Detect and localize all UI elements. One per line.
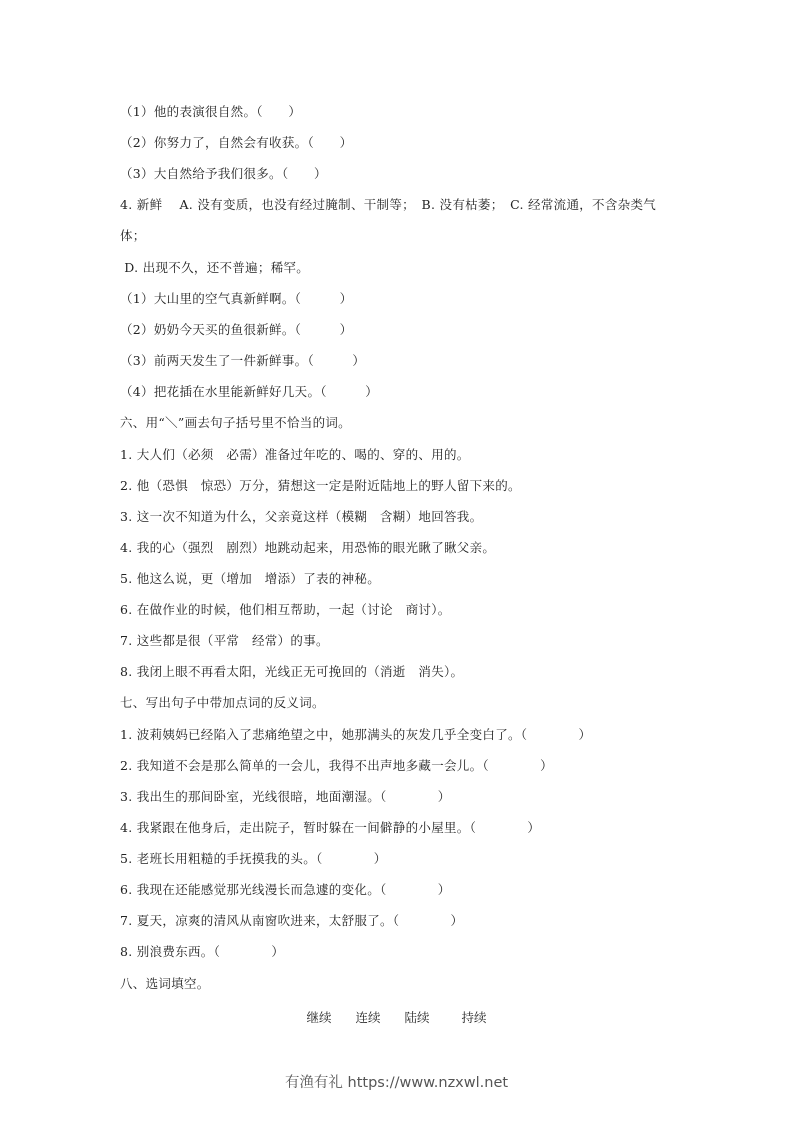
section8-title: 八、选词填空。 bbox=[120, 976, 210, 991]
section6-item-5: 5. 他这么说，更（增加 增添）了表的神秘。 bbox=[120, 571, 381, 586]
footer-watermark: 有渔有礼 https://www.nzxwl.net bbox=[284, 1075, 509, 1091]
word-option: 持续 bbox=[461, 1010, 487, 1025]
section7-item-8: 8. 别浪费东西。（ ） bbox=[120, 944, 285, 959]
section6-item-7: 7. 这些都是很（平常 经常）的事。 bbox=[120, 633, 329, 648]
section7-item-4: 4. 我紧跟在他身后，走出院子，暂时躲在一间僻静的小屋里。（ ） bbox=[120, 820, 541, 835]
section7-title: 七、写出句子中带加点词的反义词。 bbox=[120, 695, 325, 710]
word-option: 陆续 bbox=[404, 1010, 430, 1025]
section6-item-1: 1. 大人们（必须 必需）准备过年吃的、喝的、穿的、用的。 bbox=[120, 447, 470, 462]
section7-item-3: 3. 我出生的那间卧室，光线很暗，地面潮湿。（ ） bbox=[120, 789, 451, 804]
q4-definition-d: D. 出现不久，还不普遍；稀罕。 bbox=[120, 260, 310, 275]
section6-item-6: 6. 在做作业的时候，他们相互帮助，一起（讨论 商讨）。 bbox=[120, 602, 451, 617]
section7-item-2: 2. 我知道不会是那么简单的一会儿，我得不出声地多藏一会儿。（ ） bbox=[120, 758, 553, 773]
section6-item-4: 4. 我的心（强烈 剧烈）地跳动起来，用恐怖的眼光瞅了瞅父亲。 bbox=[120, 540, 496, 555]
section6-title: 六、用“＼”画去句子括号里不恰当的词。 bbox=[120, 415, 351, 430]
section7-item-6: 6. 我现在还能感觉那光线漫长而急遽的变化。（ ） bbox=[120, 882, 451, 897]
section6-item-3: 3. 这一次不知道为什么，父亲竟这样（模糊 含糊）地回答我。 bbox=[120, 509, 483, 524]
section6-item-2: 2. 他（恐惧 惊恐）万分，猜想这一定是附近陆地上的野人留下来的。 bbox=[120, 478, 521, 493]
q4-definition: 4. 新鲜 A. 没有变质，也没有经过腌制、干制等； B. 没有枯萎； C. 经常流通，不含杂类气体； bbox=[120, 197, 657, 243]
word-bank bbox=[0, 1008, 793, 1026]
section7-item-7: 7. 夏天，凉爽的清风从南窗吹进来，太舒服了。（ ） bbox=[120, 913, 464, 928]
word-option: 继续 bbox=[306, 1010, 332, 1025]
q3-item-2: （2）你努力了，自然会有收获。（ ） bbox=[120, 135, 353, 150]
section7-item-1: 1. 波莉姨妈已经陷入了悲痛绝望之中，她那满头的灰发几乎全变白了。（ ） bbox=[120, 727, 592, 742]
q4-item-2: （2）奶奶今天买的鱼很新鲜。（ ） bbox=[120, 322, 353, 337]
q4-item-1: （1）大山里的空气真新鲜啊。（ ） bbox=[120, 291, 353, 306]
q3-item-1: （1）他的表演很自然。（ ） bbox=[120, 104, 302, 119]
section7-item-5: 5. 老班长用粗糙的手抚摸我的头。（ ） bbox=[120, 851, 387, 866]
word-option: 连续 bbox=[355, 1010, 381, 1025]
q4-item-4: （4）把花插在水里能新鲜好几天。（ ） bbox=[120, 384, 379, 399]
section6-item-8: 8. 我闭上眼不再看太阳，光线正无可挽回的（消逝 消失）。 bbox=[120, 664, 464, 679]
q3-item-3: （3）大自然给予我们很多。（ ） bbox=[120, 166, 327, 181]
q4-item-3: （3）前两天发生了一件新鲜事。（ ） bbox=[120, 353, 366, 368]
